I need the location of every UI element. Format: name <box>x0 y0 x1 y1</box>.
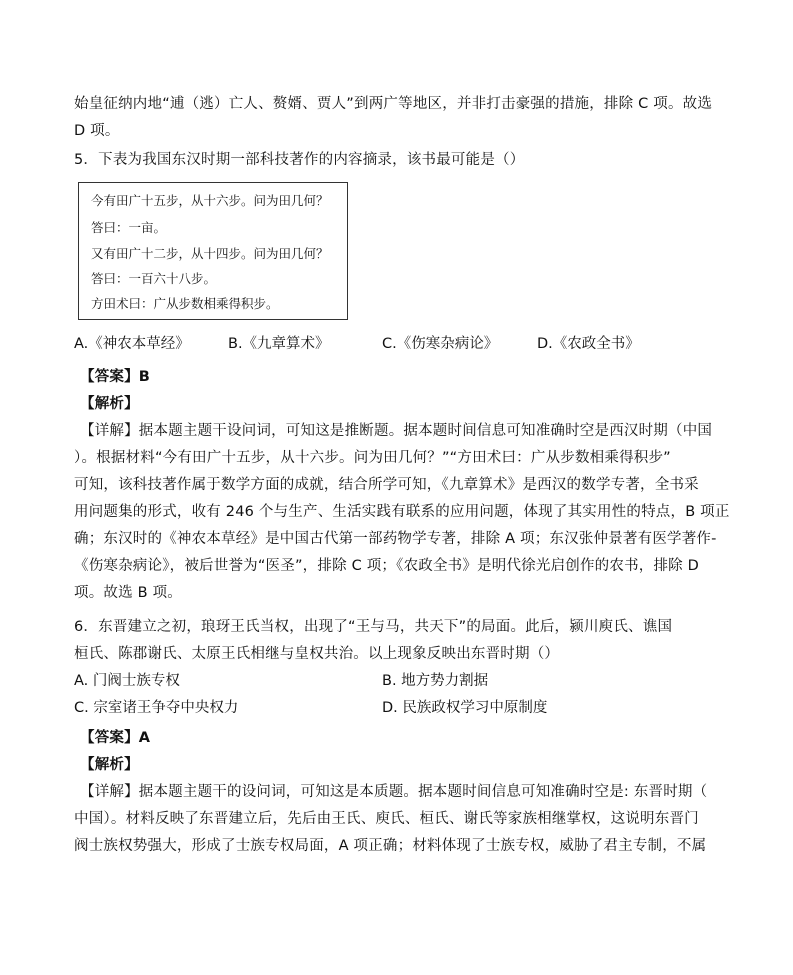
q6-answer: 【答案】A <box>80 730 151 746</box>
prev-text-line-1: 始皇征纳内地“逋（逃）亡人、赘婿、贾人”到两广等地区，并非打击豪强的措施，排除 C 项。故选 <box>74 96 713 112</box>
box-line-4: 答曰：一百六十八步。 <box>91 271 217 286</box>
q5-detail-line: 【详解】据本题主题干设问词，可知这是推断题。据本题时间信息可知准确时空是西汉时期（中国 <box>80 423 713 439</box>
q6-detail-line: 中国）。材料反映了东晋建立后，先后由王氏、庾氏、桓氏、谢氏等家族相继掌权，这说明东晋门 <box>74 811 699 827</box>
q5-detail-line: 《伤寒杂病论》，被后世誉为“医圣”，排除 C 项；《农政全书》是明代徐光启创作的农书，排除 D <box>74 558 700 574</box>
q5-detail-line: 确；东汉时的《神农本草经》是中国古代第一部药物学专著，排除 A 项；东汉张仲景著有医学著作- <box>74 531 717 547</box>
q6-analysis-label: 【解析】 <box>80 757 139 773</box>
box-line-5: 方田术曰：广从步数相乘得积步。 <box>91 296 279 311</box>
q5-detail-line: ）。根据材料“今有田广十五步，从十六步。问为田几何？”“方田术曰：广从步数相乘得积步” <box>74 450 671 466</box>
q5-option-d: D.《农政全书》 <box>537 336 640 352</box>
q5-material-box <box>78 182 348 320</box>
q5-option-b: B.《九章算术》 <box>228 336 330 352</box>
box-line-1: 今有田广十五步，从十六步。问为田几何？ <box>91 193 329 208</box>
q6-option-d: D. 民族政权学习中原制度 <box>382 700 548 716</box>
q5-detail-line: 可知，该科技著作属于数学方面的成就，结合所学可知，《九章算术》是西汉的数学专著，全书采 <box>74 477 699 493</box>
box-line-2: 答曰：一亩。 <box>91 220 167 235</box>
q5-detail-line: 项。故选 B 项。 <box>74 585 182 601</box>
q5-analysis-label: 【解析】 <box>80 396 139 412</box>
q6-option-c: C. 宗室诸王争夺中央权力 <box>74 700 239 716</box>
q5-answer: 【答案】B <box>80 369 151 385</box>
q5-option-c: C.《伤寒杂病论》 <box>382 336 499 352</box>
q6-option-a: A. 门阀士族专权 <box>74 673 180 689</box>
q6-detail-line: 阀士族权势强大，形成了士族专权局面，A 项正确；材料体现了士族专权，威胁了君主专制，不属 <box>74 838 707 854</box>
q5-option-a: A.《神农本草经》 <box>74 336 190 352</box>
q6-stem-line-2: 桓氏、陈郡谢氏、太原王氏相继与皇权共治。以上现象反映出东晋时期（） <box>74 646 560 662</box>
q6-option-b: B. 地方势力割据 <box>382 673 489 689</box>
q5-stem: 5．下表为我国东汉时期一部科技著作的内容摘录，该书最可能是（） <box>74 152 525 168</box>
box-line-3: 又有田广十二步，从十四步。问为田几何？ <box>91 246 329 261</box>
q6-stem-line-1: 6．东晋建立之初，琅玡王氏当权，出现了“王与马，共天下”的局面。此后，颍川庾氏、谯国 <box>74 619 673 635</box>
q5-detail-line: 用问题集的形式，收有 246 个与生产、生活实践有联系的应用问题，体现了其实用性的特点，B 项正 <box>74 504 730 520</box>
prev-text-line-2: D 项。 <box>74 123 120 139</box>
q6-detail-line: 【详解】据本题主题干的设问词，可知这是本质题。据本题时间信息可知准确时空是: 东晋时期（ <box>80 784 708 800</box>
